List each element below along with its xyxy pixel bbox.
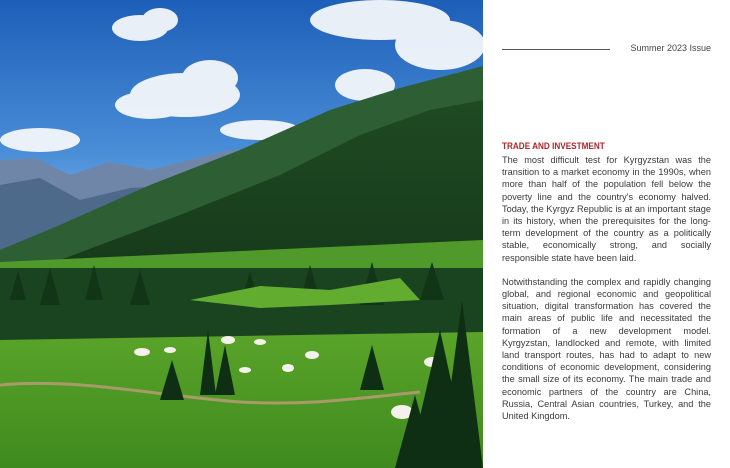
article-column <box>483 0 730 468</box>
section-heading: TRADE AND INVESTMENT <box>502 141 605 152</box>
article-paragraph: Notwithstanding the complex and rapidly changing global, and regional economic and geopolitical situation, digital transformation has covered the main areas of public life and necessitated the formation of a new development model. Kyrgyzstan, landlocked and remote, with limited land transport routes, has had to adapt to new conditions of economic development, considering the small size of its economy. The main trade and economic partners of the country are China, Russia, Central Asian countries, Turkey, and the United Kingdom. <box>502 276 711 422</box>
article-paragraph: The most difficult test for Kyrgyzstan was the transition to a market economy in the 1990s, when more than half of the population fell below the poverty line and the country's economy halved. Today, the Kyrgyz Republic is at an important stage in its history, when the prerequisites for the long-term development of the country as a politically stable, economically strong, and socially responsible state have been laid. <box>502 155 711 263</box>
article-body <box>502 154 711 434</box>
issue-label: Summer 2023 Issue <box>630 43 711 53</box>
header-rule <box>502 49 610 50</box>
